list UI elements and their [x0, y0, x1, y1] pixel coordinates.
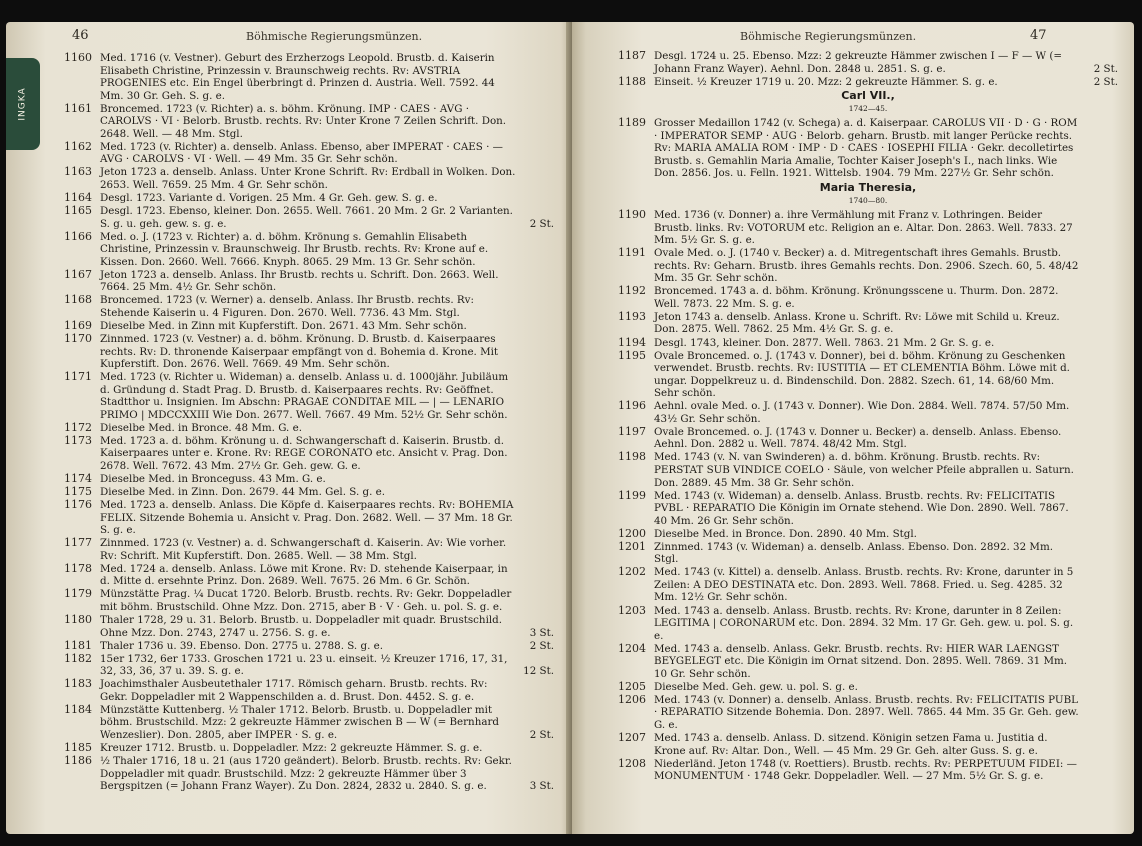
entry-number: 1179 — [64, 587, 92, 601]
entry-text: Dieselbe Med. in Zinn. Don. 2679. 44 Mm. Gel. S. g. e. — [100, 486, 386, 499]
catalog-entry — [618, 758, 1118, 783]
left-column — [64, 52, 554, 793]
catalog-entry — [64, 640, 554, 653]
entry-number: 1199 — [618, 488, 646, 502]
entry-text: Med. 1723 a. denselb. Anlass. Die Köpfe d. Kaiserpaares rechts. Rv: BOHEMIA FELIX. Sitzende Bohemia u. Ansicht v. Prag. Don. 2682. Well. — 37 Mm. 18 Gr. S. g. e. — [100, 499, 514, 537]
catalog-entry — [64, 166, 554, 191]
entry-text: Med. 1743 (v. Kittel) a. denselb. Anlass. Brustb. rechts. Rv: Krone, darunter in 5 Zeilen: A DEO DESTINATA etc. Don. 2893. Well. 7868. Fried. u. Seg. 4285. 32 Mm. 12½ Gr. Sehr schön. — [654, 566, 1074, 604]
catalog-entry — [64, 269, 554, 294]
section-years: 1742—45. — [848, 103, 888, 113]
catalog-entry — [64, 563, 554, 588]
catalog-entry — [64, 486, 554, 499]
entry-number: 1207 — [618, 730, 646, 744]
catalog-entry — [64, 141, 554, 166]
entry-text: Thaler 1736 u. 39. Ebenso. Don. 2775 u. 2788. S. g. e. — [100, 639, 383, 652]
catalog-entry — [618, 643, 1118, 681]
entry-text: Dieselbe Med. in Bronce. 48 Mm. G. e. — [100, 421, 302, 434]
left-page-number: 46 — [72, 28, 89, 43]
entry-number: 1171 — [64, 370, 92, 384]
catalog-entry — [618, 400, 1118, 425]
entry-number: 1188 — [618, 74, 646, 88]
entry-number: 1195 — [618, 348, 646, 362]
catalog-entry — [618, 285, 1118, 310]
entry-text: Einseit. ½ Kreuzer 1719 u. 20. Mzz: 2 gekreuzte Hämmer. S. g. e. — [654, 75, 998, 88]
catalog-entry — [618, 490, 1118, 528]
entry-count: 2 St. — [529, 639, 554, 652]
entry-text: Med. 1723 a. d. böhm. Krönung u. d. Schwangerschaft d. Kaiserin. Brustb. d. Kaiserpaares unter e. Krone. Rv: REGE CORONATO etc. Ansicht v. Prag. Don. 2678. Well. 7672. 43 Mm. 27½ Gr. Geh. gew. G. e. — [100, 434, 508, 472]
catalog-entry — [64, 205, 554, 230]
right-running-head: Böhmische Regierungsmünzen. — [740, 30, 917, 43]
entry-count: 2 St. — [529, 217, 554, 230]
entry-text: Desgl. 1723. Variante d. Vorigen. 25 Mm. 4 Gr. Geh. gew. S. g. e. — [100, 192, 438, 205]
entry-number: 1204 — [618, 641, 646, 655]
catalog-entry — [618, 541, 1118, 566]
entry-number: 1174 — [64, 472, 92, 486]
entry-text: Zinnmed. 1723 (v. Vestner) a. d. Schwangerschaft d. Kaiserin. Av: Wie vorher. Rv: Schrift. Mit Kupferstift. Don. 2685. Well. — 38 Mm. Stgl. — [100, 537, 507, 562]
catalog-entry — [64, 499, 554, 537]
right-page-number: 47 — [1030, 28, 1047, 43]
entry-count: 2 St. — [1093, 75, 1118, 88]
left-running-head: Böhmische Regierungsmünzen. — [246, 30, 423, 43]
entry-text: Dieselbe Med. Geh. gew. u. pol. S. g. e. — [654, 680, 858, 693]
entry-text: Grosser Medaillon 1742 (v. Schega) a. d. Kaiserpaar. CAROLUS VII · D · G · ROM · IMPERATOR SEMP · AUG · Belorb. geharn. Brustb. mit langer Perücke rechts. Rv: MARIA AMALIA ROM · IMP · D · CAES · IOSEPHI FILIA · Gekr. decolletirtes Brustb. s. Gemahlin Maria Amalie, Tochter Kaiser Joseph's I., nach links. Wie Don. 2856. Jos. u. Felln. 1921. Wittelsb. 1904. 79 Mm. 227½ Gr. Sehr schön. — [654, 117, 1078, 180]
entry-text: Zinnmed. 1723 (v. Vestner) a. d. böhm. Krönung. D. Brustb. d. Kaiserpaares rechts. Rv: D. thronende Kaiserpaar empfängt von d. Bohemia d. Krone. Mit Kupferstift. Don. 2676. Well. 7669. 49 Mm. Sehr schön. — [100, 333, 499, 371]
catalog-entry — [64, 435, 554, 473]
section-years: 1740—80. — [848, 195, 888, 205]
entry-number: 1189 — [618, 116, 646, 130]
entry-text: Aehnl. ovale Med. o. J. (1743 v. Donner). Wie Don. 2884. Well. 7874. 57/50 Mm. 43½ Gr. Sehr schön. — [654, 400, 1070, 425]
entry-text: Dieselbe Med. in Zinn mit Kupferstift. Don. 2671. 43 Mm. Sehr schön. — [100, 319, 467, 332]
entry-number: 1169 — [64, 318, 92, 332]
entry-text: Med. 1743 (v. Donner) a. denselb. Anlass. Brustb. rechts. Rv: FELICITATIS PUBL · REPARATIO Sitzende Bohemia. Don. 2897. Well. 7865. 44 Mm. 35 Gr. Geh. gew. G. e. — [654, 693, 1079, 731]
entry-text: Med. 1736 (v. Donner) a. ihre Vermählung mit Franz v. Lothringen. Beider Brustb. links. Rv: VOTORUM etc. Religion an e. Altar. Don. 2863. Well. 7833. 27 Mm. 5½ Gr. S. g. e. — [654, 209, 1073, 247]
entry-number: 1167 — [64, 267, 92, 281]
catalog-entry — [64, 333, 554, 371]
entry-text: Thaler 1728, 29 u. 31. Belorb. Brustb. u. Doppeladler mit quadr. Brustschild. Ohne Mzz. Don. 2743, 2747 u. 2756. S. g. e. — [100, 614, 503, 639]
entry-text: 15er 1732, 6er 1733. Groschen 1721 u. 23 u. einseit. ½ Kreuzer 1716, 17, 31, 32, 33, 36, 37 u. 39. S. g. e. — [100, 652, 508, 678]
entry-number: 1182 — [64, 651, 92, 665]
catalog-entry — [618, 451, 1118, 489]
entry-number: 1162 — [64, 139, 92, 153]
catalog-entry — [64, 473, 554, 486]
index-tab: INGKA — [6, 58, 40, 150]
entry-text: Broncemed. 1723 (v. Richter) a. s. böhm. Krönung. IMP · CAES · AVG · CAROLVS · VI · Belorb. Brustb. rechts. Rv: Unter Krone 7 Zeilen Schrift. Don. 2648. Well. — 48 Mm. Stgl. — [100, 102, 507, 140]
entry-count: 3 St. — [529, 626, 554, 639]
entry-text: Dieselbe Med. in Bronceguss. 43 Mm. G. e. — [100, 473, 326, 486]
entry-text: Münzstätte Prag. ¼ Ducat 1720. Belorb. Brustb. rechts. Rv: Gekr. Doppeladler mit böhm. Brustschild. Ohne Mzz. Don. 2715, aber B · V · Geh. u. pol. S. g. e. — [100, 588, 512, 614]
entry-text: Broncemed. 1743 a. d. böhm. Krönung. Krönungsscene u. Thurm. Don. 2872. Well. 7873. 22 Mm. S. g. e. — [654, 285, 1059, 310]
catalog-entry — [618, 311, 1118, 336]
entry-number: 1173 — [64, 433, 92, 447]
entry-text: Ovale Broncemed. o. J. (1743 v. Donner u. Becker) a. denselb. Anlass. Ebenso. Aehnl. Don. 2882 u. Well. 7874. 48/42 Mm. Stgl. — [654, 425, 1062, 451]
entry-number: 1202 — [618, 565, 646, 579]
entry-number: 1165 — [64, 204, 92, 218]
entry-text: Dieselbe Med. in Bronce. Don. 2890. 40 Mm. Stgl. — [654, 527, 917, 540]
entry-number: 1208 — [618, 756, 646, 770]
entry-text: Desgl. 1724 u. 25. Ebenso. Mzz: 2 gekreuzte Hämmer zwischen I — F — W (= Johann Franz Wayer). Aehnl. Don. 2848 u. 2851. S. g. e. — [654, 50, 1063, 75]
entry-count: 2 St. — [1093, 62, 1118, 75]
right-column — [618, 50, 1118, 783]
entry-number: 1164 — [64, 191, 92, 205]
catalog-entry — [618, 117, 1118, 180]
entry-text: Zinnmed. 1743 (v. Wideman) a. denselb. Anlass. Ebenso. Don. 2892. 32 Mm. Stgl. — [654, 540, 1053, 566]
entry-count: 12 St. — [523, 665, 554, 678]
entry-text: Med. 1743 (v. N. van Swinderen) a. d. böhm. Krönung. Brustb. rechts. Rv: PERSTAT SUB VINDICE COELO · Säule, von welcher Pfeile abprallen u. Saturn. Don. 2889. 45 Mm. 38 Gr. Sehr schön. — [654, 451, 1074, 489]
entry-number: 1186 — [64, 754, 92, 768]
entry-number: 1170 — [64, 332, 92, 346]
entry-count: 2 St. — [529, 728, 554, 741]
catalog-entry — [618, 209, 1118, 247]
entry-number: 1190 — [618, 208, 646, 222]
entry-number: 1161 — [64, 101, 92, 115]
entry-number: 1180 — [64, 613, 92, 627]
catalog-entry — [64, 537, 554, 562]
catalog-entry — [64, 231, 554, 269]
catalog-entry — [64, 755, 554, 793]
entry-number: 1181 — [64, 638, 92, 652]
entry-count: 3 St. — [529, 780, 554, 793]
entry-text: Desgl. 1743, kleiner. Don. 2877. Well. 7863. 21 Mm. 2 Gr. S. g. e. — [654, 336, 995, 349]
entry-number: 1197 — [618, 424, 646, 438]
section-heading: Maria Theresia, — [819, 180, 917, 194]
entry-text: Joachimsthaler Ausbeutethaler 1717. Römisch geharn. Brustb. rechts. Rv: Gekr. Doppeladler mit 2 Wappenschilden a. d. Brust. Don. 4452. S. g. e. — [100, 678, 488, 703]
entry-text: Med. 1743 a. denselb. Anlass. Gekr. Brustb. rechts. Rv: HIER WAR LAENGST BEYGELEGT etc. Die Königin im Ornat sitzend. Don. 2895. Well. 7869. 31 Mm. 10 Gr. Sehr schön. — [654, 642, 1068, 680]
entry-number: 1194 — [618, 335, 646, 349]
catalog-entry — [64, 294, 554, 319]
entry-text: Ovale Broncemed. o. J. (1743 v. Donner), bei d. böhm. Krönung zu Geschenken verwendet. Brustb. rechts. Rv: IUSTITIA — ET CLEMENTIA Böhm. Löwe mit d. ungar. Doppelkreuz u. d. Bindenschild. Don. 2882. Szech. 61, 14. 68/60 Mm. Sehr schön. — [654, 349, 1070, 400]
entry-number: 1166 — [64, 229, 92, 243]
entry-text: Broncemed. 1723 (v. Werner) a. denselb. Anlass. Ihr Brustb. rechts. Rv: Stehende Kaiserin u. 4 Figuren. Don. 2670. Well. 7736. 43 Mm. Stgl. — [100, 294, 474, 319]
entry-number: 1191 — [618, 246, 646, 260]
catalog-entry — [618, 732, 1118, 757]
entry-number: 1168 — [64, 293, 92, 307]
entry-number: 1184 — [64, 702, 92, 716]
entry-number: 1193 — [618, 309, 646, 323]
entry-number: 1183 — [64, 677, 92, 691]
entry-text: Ovale Med. o. J. (1740 v. Becker) a. d. Mitregentschaft ihres Gemahls. Brustb. rechts. Rv: Geharn. Brustb. ihres Gemahls rechts. Don. 2906. Szech. 60, 5. 48/42 Mm. 35 Gr. Sehr schön. — [654, 247, 1079, 285]
catalog-entry — [618, 337, 1118, 350]
catalog-entry — [618, 681, 1118, 694]
entry-number: 1203 — [618, 603, 646, 617]
entry-number: 1177 — [64, 536, 92, 550]
entry-text: Med. 1716 (v. Vestner). Geburt des Erzherzogs Leopold. Brustb. d. Kaiserin Elisabeth Christine, Prinzessin v. Braunschweig rechts. Rv: AVSTRIA PROGENIES etc. Ein Engel überbringt d. Prinzen d. Austria. Well. 7592. 44 Mm. 30 Gr. Geh. S. g. e. — [100, 52, 495, 102]
catalog-entry — [618, 76, 1118, 89]
catalog-entry — [64, 678, 554, 703]
catalog-entry — [618, 694, 1118, 732]
entry-number: 1200 — [618, 526, 646, 540]
entry-number: 1172 — [64, 420, 92, 434]
entry-number: 1176 — [64, 498, 92, 512]
catalog-entry — [618, 350, 1118, 400]
entry-text: Med. 1723 (v. Richter u. Wideman) a. denselb. Anlass u. d. 1000jähr. Jubiläum d. Gründung d. Stadt Prag. D. Brustb. d. Kaiserpaares rechts. Rv: Geöffnet. Stadtthor u. Insignien. Im Abschn: PRAGAE CONDITAE MIL — | — LENARIO PRIMO | MDCCXXIII Wie Don. 2677. Well. 7667. 49 Mm. 52½ Gr. Sehr schön. — [100, 371, 509, 421]
entry-number: 1185 — [64, 741, 92, 755]
catalog-entry — [64, 614, 554, 639]
catalog-entry — [64, 422, 554, 435]
entry-number: 1206 — [618, 692, 646, 706]
entry-text: ½ Thaler 1716, 18 u. 21 (aus 1720 geändert). Belorb. Brustb. rechts. Rv: Gekr. Doppeladler mit quadr. Brustschild. Mzz: 2 gekreuzte Hämmer über 3 Bergspitzen (= Johann Franz Wayer). Zu Don. 2824, 2832 u. 2840. S. g. e. — [100, 755, 512, 793]
catalog-entry — [64, 653, 554, 678]
catalog-entry — [64, 320, 554, 333]
catalog-entry — [618, 528, 1118, 541]
entry-number: 1198 — [618, 450, 646, 464]
entry-number: 1160 — [64, 51, 92, 64]
catalog-entry — [618, 426, 1118, 451]
entry-text: Kreuzer 1712. Brustb. u. Doppeladler. Mzz: 2 gekreuzte Hämmer. S. g. e. — [100, 742, 483, 755]
entry-text: Jeton 1723 a. denselb. Anlass. Unter Krone Schrift. Rv: Erdball in Wolken. Don. 2653. Well. 7659. 25 Mm. 4 Gr. Sehr schön. — [100, 166, 516, 191]
entry-text: Jeton 1743 a. denselb. Anlass. Krone u. Schrift. Rv: Löwe mit Schild u. Kreuz. Don. 2875. Well. 7862. 25 Mm. 4½ Gr. S. g. e. — [654, 310, 1060, 336]
catalog-entry — [64, 52, 554, 102]
catalog-entry — [618, 247, 1118, 285]
catalog-entry — [64, 192, 554, 205]
entry-text: Med. 1743 a. denselb. Anlass. Brustb. rechts. Rv: Krone, darunter in 8 Zeilen: LEGITIMA | CORONARUM etc. Don. 2894. 32 Mm. 17 Gr. Geh. gew. u. pol. S. g. e. — [654, 604, 1074, 642]
catalog-entry — [64, 704, 554, 742]
entry-number: 1187 — [618, 49, 646, 62]
catalog-entry — [64, 103, 554, 141]
entry-text: Med. 1743 (v. Wideman) a. denselb. Anlass. Brustb. rechts. Rv: FELICITATIS PVBL · REPARATIO Die Königin im Ornate stehend. Wie Don. 2890. Well. 7867. 40 Mm. 26 Gr. Sehr schön. — [654, 489, 1069, 527]
entry-text: Med. o. J. (1723 v. Richter) a. d. böhm. Krönung s. Gemahlin Elisabeth Christine, Prinzessin v. Braunschweig. Ihr Brustb. rechts. Rv: Krone auf e. Kissen. Don. 2660. Well. 7666. Knyph. 8065. 29 Mm. 13 Gr. Sehr schön. — [100, 230, 489, 268]
entry-number: 1163 — [64, 165, 92, 179]
entry-text: Desgl. 1723. Ebenso, kleiner. Don. 2655. Well. 7661. 20 Mm. 2 Gr. 2 Varianten. S. g. u. geh. gew. s. g. e. — [100, 205, 513, 230]
entry-text: Jeton 1723 a. denselb. Anlass. Ihr Brustb. rechts u. Schrift. Don. 2663. Well. 7664. 25 Mm. 4½ Gr. Sehr schön. — [100, 268, 499, 294]
section-heading: Carl VII., — [841, 89, 895, 103]
catalog-entry — [618, 566, 1118, 604]
entry-number: 1196 — [618, 399, 646, 413]
entry-text: Münzstätte Kuttenberg. ½ Thaler 1712. Belorb. Brustb. u. Doppeladler mit böhm. Brustschild. Mzz: 2 gekreuzte Hämmer zwischen B — W (= Bernhard Wenzeslier). Don. 2805, aber IMPER · S. g. e. — [100, 703, 499, 741]
entry-number: 1205 — [618, 679, 646, 693]
catalog-entry — [64, 371, 554, 421]
entry-text: Med. 1724 a. denselb. Anlass. Löwe mit Krone. Rv: D. stehende Kaiserpaar, in d. Mitte d. ersehnte Prinz. Don. 2689. Well. 7675. 26 Mm. 6 Gr. Schön. — [100, 562, 508, 588]
catalog-entry — [618, 605, 1118, 643]
catalog-entry — [618, 50, 1118, 75]
catalog-entry — [64, 588, 554, 613]
catalog-entry — [64, 742, 554, 755]
entry-number: 1178 — [64, 561, 92, 575]
entry-text: Med. 1723 (v. Richter) a. denselb. Anlass. Ebenso, aber IMPERAT · CAES · — AVG · CAROLVS · VI · Well. — 49 Mm. 35 Gr. Sehr schön. — [100, 140, 503, 166]
entry-number: 1192 — [618, 284, 646, 298]
entry-number: 1175 — [64, 485, 92, 499]
entry-text: Med. 1743 a. denselb. Anlass. D. sitzend. Königin setzen Fama u. Justitia d. Krone auf. Rv: Altar. Don., Well. — 45 Mm. 29 Gr. Geh. alter Guss. S. g. e. — [654, 731, 1048, 757]
entry-text: Niederländ. Jeton 1748 (v. Roettiers). Brustb. rechts. Rv: PERPETUUM FIDEI: — MONUMENTUM · 1748 Gekr. Doppeladler. Well. — 27 Mm. 5½ Gr. S. g. e. — [654, 757, 1077, 783]
entry-number: 1201 — [618, 539, 646, 553]
